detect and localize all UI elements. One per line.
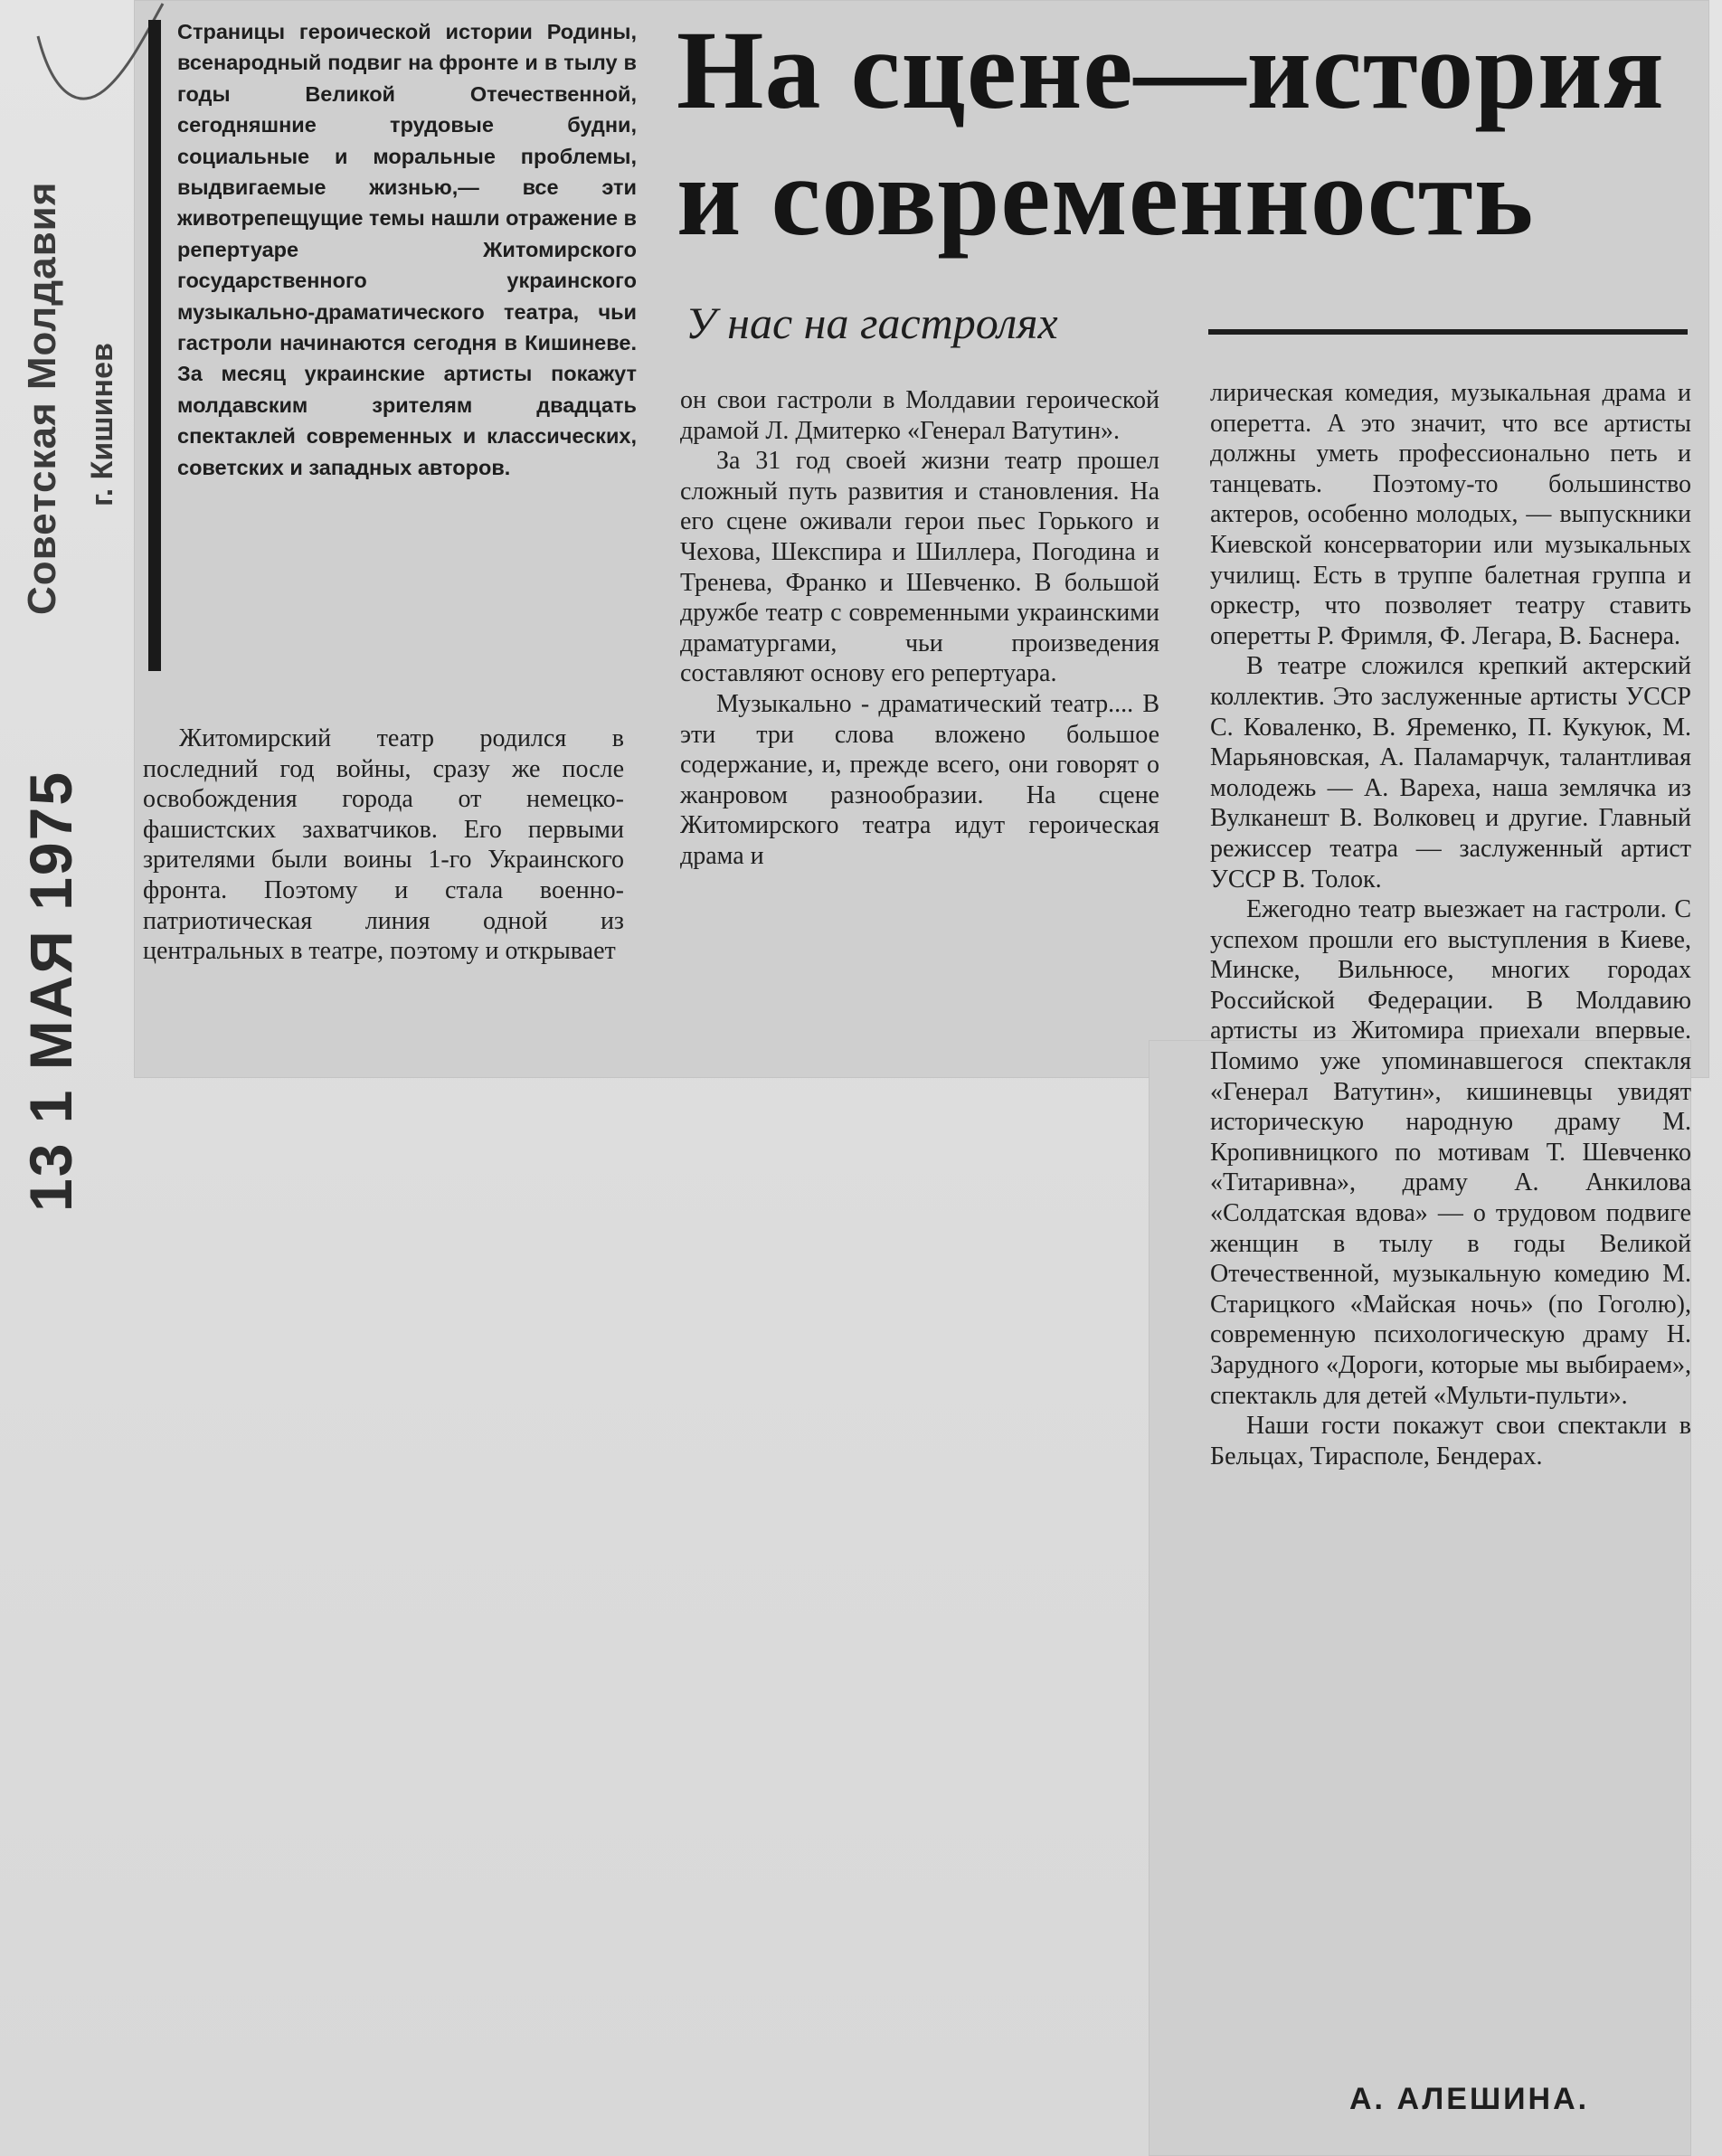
source-block: [9, 127, 127, 633]
paragraph: он свои гастроли в Молдавии героической драмой Л. Дмитерко «Генерал Ватутин».: [680, 386, 1159, 445]
rubric-label: У нас на гастролях: [686, 298, 1058, 348]
newspaper-name: Советская Молдавия: [20, 181, 64, 615]
article-headline: [676, 7, 1698, 279]
article-column-2: [680, 385, 1159, 1036]
author-signature: А. АЛЕШИНА.: [1349, 2082, 1590, 2116]
date-stamp: 13 1 МАЯ 1975: [17, 770, 84, 1212]
article-column-1: [143, 723, 624, 1049]
headline-line-2: и современность: [676, 135, 1535, 259]
article-column-3: [1210, 378, 1691, 1858]
paragraph: Житомирский театр родился в последний год войны, сразу же после освобождения города от немецко-фашистских захватчиков. Его первыми зрителями были воины 1-го Украинского фронта. Поэтому и стала военно-патриотическая линия одной из центральных в театре, поэтому и открывает: [143, 724, 624, 966]
paragraph: Музыкально - драматический театр.... В эти три слова вложено большое содержание, и, прежде всего, они говорят о жанровом разнообразии. На сцене Житомирского театра идут героическая драма и: [680, 689, 1159, 870]
lead-bar: [148, 20, 161, 671]
article-lead: Страницы героической истории Родины, всенародный подвиг на фронте и в тылу в годы Великой Отечественной, сегодняшние трудовые будни, социальные и моральные проблемы, выдвигаемые жизнью,— все эти животрепещущие темы нашли отражение в репертуаре Житомирского государственного украинского музыкально-драматического театра, чьи гастроли начинаются сегодня в Кишиневе. За месяц украинские артисты покажут молдавским зрителям двадцать спектаклей современных и классических, советских и западных авторов.: [177, 20, 637, 479]
paragraph: лирическая комедия, музыкальная драма и оперетта. А это значит, что все артисты должны уметь профессионально петь и танцевать. Поэтому-то большинство актеров, особенно молодых, — выпускники Киевской консерватории или музыкальных училищ. Есть в труппе балетная группа и оркестр, что позволяет театру ставить оперетты Р. Фримля, Ф. Легара, В. Баснера.: [1210, 379, 1691, 650]
paragraph: Ежегодно театр выезжает на гастроли. С успехом прошли его выступления в Киеве, Минске, Вильнюсе, многих городах Российской Федерации. В Молдавию артисты из Житомира приехали впервые. Помимо уже упоминавшегося спектакля «Генерал Ватутин», кишиневцы увидят историческую народную драму М. Кропивницкого по мотивам Т. Шевченко «Титаривна», драму А. Анкилова «Солдатская вдова» — о трудовом подвиге женщин в тылу в годы Великой Отечественной, музыкальную комедию М. Старицкого «Майская ночь» (по Гоголю), современную психологическую драму Н. Зарудного «Дороги, которые мы выбираем», спектакль для детей «Мульти-пульти».: [1210, 895, 1691, 1410]
paragraph: В театре сложился крепкий актерский коллектив. Это заслуженные артисты УССР С. Коваленко, В. Яременко, П. Кукуюк, М. Марьяновская, А. Паламарчук, талантливая молодежь — А. Вареха, наша землячка из Вулканешт В. Волковец и другие. Главный режиссер театра — заслуженный артист УССР В. Толок.: [1210, 652, 1691, 894]
newspaper-city: г. Кишинев: [85, 343, 119, 506]
paragraph: Наши гости покажут свои спектакли в Бельцах, Тирасполе, Бендерах.: [1210, 1412, 1691, 1470]
paragraph: За 31 год своей жизни театр прошел сложный путь развития и становления. На его сцене оживали герои пьес Горького и Чехова, Шекспира и Шиллера, Погодина и Тренева, Франко и Шевченко. В большой дружбе театр с современными украинскими драматургами, чьи произведения составляют основу его репертуара.: [680, 447, 1159, 688]
headline-line-1: На сцене—история: [676, 8, 1665, 132]
rubric-rule: [1208, 329, 1688, 335]
